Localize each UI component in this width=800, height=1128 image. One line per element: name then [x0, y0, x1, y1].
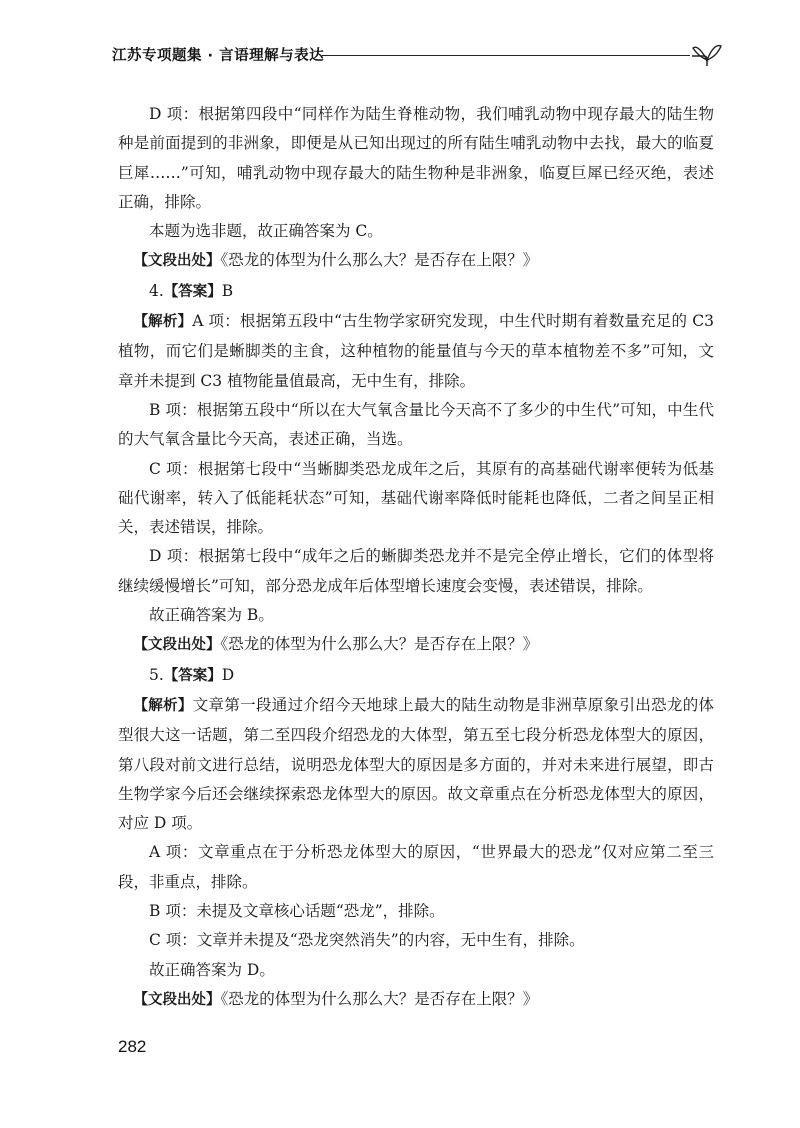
book-title: 江苏专项题集 · 言语理解与表达 [112, 48, 325, 64]
analysis-paragraph-5b: B 项：未提及文章核心话题“恐龙”，排除。 [149, 902, 445, 921]
analysis-paragraph-4d: D 项：根据第七段中“成年之后的蜥脚类恐龙并不是完全停止增长，它们的体型将继续缓慢增长”可知，部分恐龙成年后体型增长速度会变慢，表述错误，排除。 [118, 547, 714, 595]
analysis-paragraph-5c: C 项：文章并未提及“恐龙突然消失”的内容，无中生有，排除。 [149, 931, 585, 950]
analysis-paragraph-4a: 【解析】A 项：根据第五段中“古生物学家研究发现，中生代时期有着数量充足的 C3 植物，而它们是蜥脚类的主食，这种植物的能量值与今天的草本植物差不多”可知，文章并未提到 C3 植物能量值最高，无中生有，排除。 [118, 312, 714, 390]
source-label: 【文段出处】 [133, 637, 221, 654]
source-line: 【文段出处】《恐龙的体型为什么那么大？是否存在上限？》 [133, 635, 539, 654]
source-label: 【文段出处】 [133, 991, 221, 1008]
analysis-paragraph-5a: A 项：文章重点在于分析恐龙体型大的原因，“世界最大的恐龙”仅对应第二至三段，非重点，排除。 [118, 843, 714, 891]
paragraph-d-option: D 项：根据第四段中“同样作为陆生脊椎动物，我们哺乳动物中现存最大的陆生物种是前面提到的非洲象，即便是从已知出现过的所有陆生哺乳动物中去找，最大的临夏巨犀……”可知，哺乳动物中现存最大的陆生物种是非洲象，临夏巨犀已经灭绝，表述正确，排除。 [118, 105, 714, 211]
header-rule [322, 55, 690, 56]
answer-label: 【答案】 [163, 667, 222, 684]
analysis-paragraph-4b: B 项：根据第五段中“所以在大气氧含量比今天高不了多少的中生代”可知，中生代的大气氧含量比今天高，表述正确，当选。 [118, 400, 714, 449]
analysis-label: 【解析】 [133, 697, 193, 714]
running-header [112, 40, 712, 70]
analysis-label: 【解析】 [133, 314, 193, 331]
analysis-paragraph-4c: C 项：根据第七段中“当蜥脚类恐龙成年之后，其原有的高基础代谢率便转为低基础代谢率，转入了低能耗状态”可知，基础代谢率降低时能耗也降低，二者之间呈正相关，表述错误，排除。 [118, 459, 714, 537]
source-line: 【文段出处】《恐龙的体型为什么那么大？是否存在上限？》 [133, 989, 539, 1008]
paragraph-answer-5: 故正确答案为 D。 [149, 960, 275, 979]
source-label: 【文段出处】 [133, 253, 221, 270]
page-body [118, 100, 714, 1015]
sprout-icon [690, 40, 724, 70]
source-line: 【文段出处】《恐龙的体型为什么那么大？是否存在上限？》 [133, 251, 539, 270]
analysis-paragraph-5: 【解析】文章第一段通过介绍今天地球上最大的陆生动物是非洲草原象引出恐龙的体型很大这一话题，第二至四段介绍恐龙的大体型，第五至七段分析恐龙体型大的原因，第八段对前文进行总结，说明恐龙体型大的原因是多方面的，并对未来进行展望，即古生物学家今后还会继续探索恐龙体型大的原因。故文章重点在分析恐龙体型大的原因，对应 D 项。 [118, 695, 715, 833]
answer-line-4: 4.【答案】B [149, 281, 234, 300]
answer-line-5: 5.【答案】D [149, 665, 235, 684]
paragraph-answer-4: 故正确答案为 B。 [149, 606, 274, 625]
page-number: 282 [118, 1037, 147, 1056]
answer-label: 【答案】 [163, 283, 222, 300]
paragraph-answer-note: 本题为选非题，故正确答案为 C。 [149, 222, 383, 241]
